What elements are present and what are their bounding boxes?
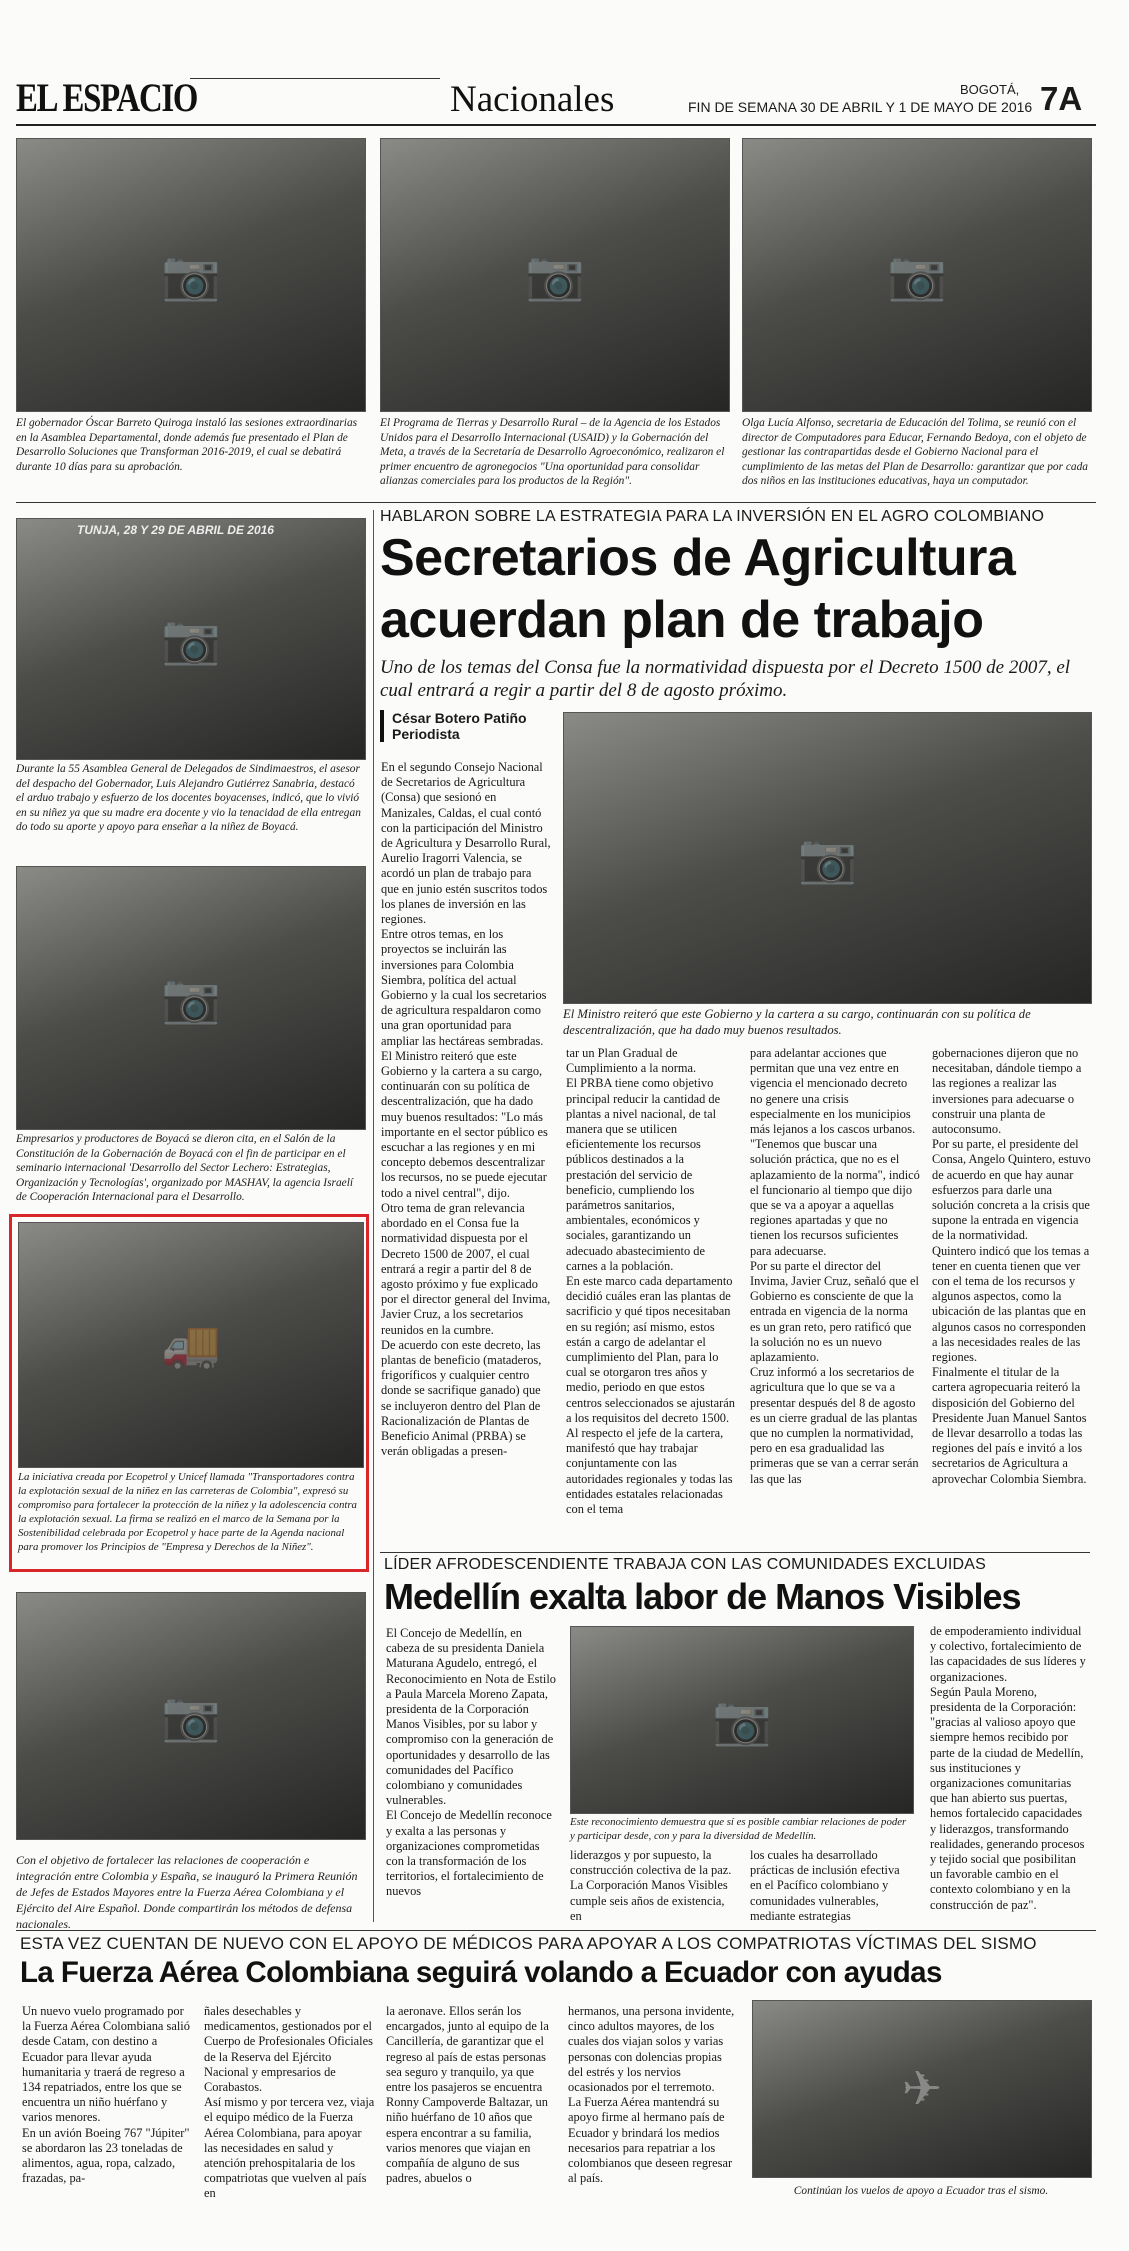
- article2-col1: [386, 1626, 556, 1900]
- article3-col1: [22, 2004, 192, 2186]
- paragraph: De acuerdo con este decreto, las plantas de beneficio (mataderos, frigoríficos y cualquier centro donde se sacrifique ganado) que se incluyeron dentro del Plan de Racionalización de Plantas de Beneficio Animal (PRBA) se verán obligadas a presen-: [381, 1337, 542, 1459]
- caption-cow: Empresarios y productores de Boyacá se dieron cita, en el Salón de la Constitución de la Gobernación de Boyacá con el fin de participar en el seminario internacional 'Desarrollo del Sector Lechero: Estrategias, Organización y Tecnologías', organizado por MASHAV, la agencia Israelí de Cooperación Internacional para el Desarrollo.: [16, 1133, 354, 1204]
- caption-crop-field: El Ministro reiteró que este Gobierno y la cartera a su cargo, continuarán con su política de descentralización, que ha dado muy buenos resultados.: [563, 1007, 1031, 1037]
- photo-date-banner: TUNJA, 28 Y 29 DE ABRIL DE 2016: [77, 523, 274, 537]
- paragraph: Otro tema de gran relevancia abordado en el Consa fue la normatividad dispuesta por el Decreto 1500 de 2007, el cual entrará a regir a partir del 8 de agosto próximo y fue explicado por el director general del Invima, Javier Cruz, a los secretarios reunidos en la cumbre.: [381, 1200, 551, 1337]
- caption-conference: Este reconocimiento demuestra que sí es posible cambiar relaciones de poder y participar desde, con y para la diversidad de Medellín.: [570, 1816, 907, 1842]
- paragraph: Un nuevo vuelo programado por la Fuerza Aérea Colombiana salió desde Catam, con destino a Ecuador para llevar ayuda humanitaria y traerá de regreso a 134 repatriados, entre los que se encuentra un niño huérfano y varios menores.: [22, 2004, 190, 2125]
- article2-headline: Medellín exalta labor de Manos Visibles: [384, 1576, 1021, 1617]
- paper-name: EL ESPACIO: [16, 75, 198, 120]
- article3-col4: [568, 2004, 740, 2186]
- article1-col4: [932, 1046, 1092, 1487]
- paragraph: Por su parte, el presidente del Consa, Angelo Quintero, estuvo de acuerdo en que hay aunar esfuerzos para darle una solución concreta a la crisis que supone la entrada en vigencia de la normatividad.: [932, 1137, 1091, 1243]
- paragraph: ñales desechables y medicamentos, gestionados por el Cuerpo de Profesionales Oficiales de la Reserva del Ejército Nacional y empresarios de Corabastos.: [204, 2004, 373, 2095]
- article1-headline-line1: Secretarios de Agricultura: [380, 529, 1016, 587]
- photo-assembly: [16, 518, 366, 760]
- article3-top-rule: [16, 1930, 1096, 1931]
- paragraph: Al respecto el jefe de la cartera, manifestó que hay trabajar conjuntamente con las autoridades regionales y todas las entidades estatales relacionadas con el tema: [566, 1426, 733, 1517]
- author-name: César Botero Patiño: [392, 710, 527, 726]
- caption-assembly: Durante la 55 Asamblea General de Delegados de Sindimaestros, el asesor del despacho del Gobernador, Luis Alejandro Gutiérrez Sanabria, destacó el arduo trabajo y esfuerzo de los docentes boyacenses, indicó, que lo vivió en su niñez ya que su madre era docente y vio la tenacidad de ella entregan do todo su aporte y apoyo para enseñar a la niñez de Boyacá.: [16, 763, 361, 834]
- article1-bottom-rule: [380, 1552, 1090, 1553]
- camera-icon: 📷: [525, 247, 585, 304]
- camera-icon: 📷: [161, 611, 221, 668]
- caption-farmers: El Programa de Tierras y Desarrollo Rural – de la Agencia de los Estados Unidos para el Desarrollo Internacional (USAID) y la Gobernación del Meta, a través de la Secretaría de Desarrollo Agroeconómico, realizaron el primer encuentro de agronegocios "Una oportunidad para consolidar alianzas comerciales para los productos de la Región".: [380, 417, 725, 488]
- article3-headline: La Fuerza Aérea Colombiana seguirá volando a Ecuador con ayudas: [20, 1956, 942, 1989]
- paragraph: Por su parte el director del Invima, Javier Cruz, señaló que el Gobierno es consciente de que la entrada en vigencia de la norma es un gran reto, pero ratificó que la solución no es un nuevo aplazamiento.: [750, 1258, 919, 1365]
- article1-deck: Uno de los temas del Consa fue la normatividad dispuesta por el Decreto 1500 de 2007, el cual entrará a regir a partir del 8 de agosto próximo.: [380, 657, 1071, 701]
- article1-col1: [381, 760, 551, 1459]
- photo-governor: [16, 138, 366, 412]
- paragraph: para adelantar acciones que permitan que una vez entre en vigencia el mencionado decreto no genere una crisis especialmente en los municipios más lejanos a los cascos urbanos.: [750, 1046, 916, 1137]
- paragraph: El PRBA tiene como objetivo principal reducir la cantidad de plantas a nivel nacional, de tal manera que se utilicen eficientemente los recursos públicos destinados a la prestación del servicio de beneficio, cumpliendo los parámetros sanitarios, ambientales, económicos y sociales, garantizando un adecuado abastecimiento de carnes a la población.: [566, 1076, 721, 1273]
- sidebar-divider: [373, 510, 374, 1922]
- article1-col2: [566, 1046, 736, 1517]
- paragraph: El Concejo de Medellín reconoce y exalta a las personas y organizaciones comprometidas con la transformación de los territorios, el fortalecimiento de nuevos: [386, 1808, 552, 1899]
- photo-cow: [16, 866, 366, 1130]
- article3-col2: [204, 2004, 376, 2202]
- section-name: Nacionales: [450, 79, 615, 120]
- article1-kicker: HABLARON SOBRE LA ESTRATEGIA PARA LA INVERSIÓN EN EL AGRO COLOMBIANO: [380, 508, 1045, 525]
- photo-aircraft-cargo: [752, 2000, 1092, 2178]
- camera-icon: 📷: [161, 970, 221, 1027]
- caption-aircraft-cargo: Continúan los vuelos de apoyo a Ecuador tras el sismo.: [793, 2185, 1049, 2197]
- paragraph: En este marco cada departamento decidió cuáles eran las plantas de sacrificio y qué tipos necesitaban en su región; así mismo, estos están a cargo de adelantar el cumplimiento del Plan, para lo cual se otorgaron tres años y medio, periodo en que estos centros seleccionados se ajustarán a los requisitos del decreto 1500.: [566, 1274, 735, 1425]
- caption-military: Con el objetivo de fortalecer las relaciones de cooperación e integración entre Colombia y España, se inauguró la Primera Reunión de Jefes de Estados Mayores entre la Fuerza Aérea Colombiana y el Ejército del Aire Español. Donde compartirán los métodos de defensa nacionales.: [16, 1853, 358, 1931]
- caption-students: Olga Lucía Alfonso, secretaria de Educación del Tolima, se reunió con el director de Computadores para Educar, Fernando Bedoya, con el objeto de gestionar las contrapartidas desde el Gobierno Nacional para el cumplimiento de las metas del Plan de Desarrollo: garantizar que por cada dos niños en las instituciones educativas, haya un computador.: [742, 417, 1089, 488]
- paragraph: gobernaciones dijeron que no necesitaban, dándole tiempo a las regiones a realizar las inversiones para adecuarse o construir una planta de autoconsumo.: [932, 1046, 1082, 1137]
- paragraph: Quintero indicó que los temas a tener en cuenta tienen que ver con el tema de los recursos y algunos aspectos, como la ubicación de las plantas que en algunos casos no corresponden a las necesidades reales de las regiones.: [932, 1243, 1090, 1365]
- camera-icon: 📷: [712, 1692, 772, 1749]
- caption-truck: La iniciativa creada por Ecopetrol y Unicef llamada "Transportadores contra la explotación sexual de la niñez en las carreteras de Colombia", expresó su compromiso para fortalecer la protección de la niñez y la adolescencia contra la explotación sexual. La firma se realizó en el marco de la Semana por la Sostenibilidad celebrada por Ecopetrol y hace parte de la Agenda nacional para promover los Principios de "Empresa y Derechos de la Niñez".: [18, 1471, 357, 1553]
- article2-col3: [750, 1848, 912, 1924]
- top-row-divider: [16, 502, 1096, 503]
- paragraph: la aeronave. Ellos serán los encargados, junto al equipo de la Cancillería, de garantizar que el regreso al país de estas personas sea seguro y tranquilo, ya que entre los pasajeros se encuentra Ronny Campoverde Baltazar, un niño huérfano de 10 años que espera encontrar a su familia, varios menores que viajan en compañía de alguno de sus padres, abuelos o: [386, 2004, 549, 2186]
- paragraph: La Fuerza Aérea mantendrá su apoyo firme al hermano país de Ecuador y brindará los medios necesarios para repatriar a los colombianos que deseen regresar al país.: [568, 2095, 733, 2186]
- masthead-top-rule: [190, 78, 440, 79]
- photo-farmers: [380, 138, 730, 412]
- paragraph: hermanos, una persona invidente, cinco adultos mayores, de los cuales dos viajan solos y varias personas con dolencias propias del estrés y los nervios ocasionados por el terremoto.: [568, 2004, 735, 2095]
- airplane-icon: ✈: [901, 2061, 943, 2117]
- paragraph: Cruz informó a los secretarios de agricultura que lo que se va a presentar después del 8 de agosto es un cierre gradual de las plantas que no cumplen la normatividad, pero en esa gradualidad las primeras que se van a cerrar serán las que las: [750, 1365, 919, 1486]
- issue-date: FIN DE SEMANA 30 DE ABRIL Y 1 DE MAYO DE 2016: [688, 99, 1033, 115]
- article2-kicker: LÍDER AFRODESCENDIENTE TRABAJA CON LAS COMUNIDADES EXCLUIDAS: [384, 1556, 987, 1573]
- photo-students: [742, 138, 1092, 412]
- paragraph: Finalmente el titular de la cartera agropecuaria reiteró la disposición del Gobierno del Presidente Juan Manuel Santos de llevar desarrollo a todas las regiones del país e invitó a los secretarios de Agricultura a aprovechar Colombia Siembra.: [932, 1365, 1087, 1486]
- city: BOGOTÁ,: [960, 82, 1020, 97]
- byline: [380, 710, 527, 742]
- photo-military: [16, 1592, 366, 1840]
- article2-col4: [930, 1624, 1090, 1913]
- paragraph: En el segundo Consejo Nacional de Secretarios de Agricultura (Consa) que sesionó en Manizales, Caldas, el cual contó con la participación del Ministro de Agricultura y Desarrollo Rural, Aurelio Iragorri Valencia, se acordó un plan de trabajo para que en junio estén suscritos todos los planes de inversión en las regiones.: [381, 760, 551, 927]
- article1-headline-line2: acuerdan plan de trabajo: [380, 591, 984, 649]
- camera-icon: 📷: [161, 1688, 221, 1745]
- paragraph: "Tenemos que buscar una solución práctica, que no es el aplazamiento de la norma", indicó el funcionario al tiempo que dijo que se va a apoyar a aquellas regiones apartadas y que no tienen los recursos suficientes para adecuarse.: [750, 1137, 920, 1258]
- caption-governor: El gobernador Óscar Barreto Quiroga instaló las sesiones extraordinarias en la Asamblea Departamental, donde además fue presentado el Plan de Desarrollo Soluciones que Transforman 2016-2019, el cual se debatirá durante 10 días para su aprobación.: [16, 417, 358, 473]
- truck-icon: 🚚: [161, 1317, 221, 1374]
- camera-icon: 📷: [161, 247, 221, 304]
- camera-icon: 📷: [797, 830, 858, 887]
- article3-kicker: ESTA VEZ CUENTAN DE NUEVO CON EL APOYO DE MÉDICOS PARA APOYAR A LOS COMPATRIOTAS VÍCTIMAS DEL SISMO: [20, 1934, 1037, 1953]
- paragraph: Así mismo y por tercera vez, viaja el equipo médico de la Fuerza Aérea Colombiana, para apoyar las necesidades en salud y atención prehospitalaria de los compatriotas que vuelven al país en: [204, 2095, 375, 2201]
- photo-truck: [18, 1222, 364, 1468]
- article3-col3: [386, 2004, 558, 2186]
- author-role: Periodista: [392, 726, 460, 742]
- paragraph: los cuales ha desarrollado prácticas de inclusión efectiva en el Pacífico colombiano y comunidades vulnerables, mediante estrategias: [750, 1848, 900, 1923]
- photo-conference: [570, 1626, 914, 1814]
- paragraph: En un avión Boeing 767 "Júpiter" se abordaron las 23 toneladas de alimentos, agua, ropa, calzado, frazadas, pa-: [22, 2125, 190, 2186]
- paragraph: Entre otros temas, en los proyectos se incluirán las inversiones para Colombia Siembra, política del actual Gobierno y la cual los secretarios de agricultura respaldaron como una gran oportunidad para ampliar las hectáreas sembradas.: [381, 927, 547, 1048]
- paragraph: de empoderamiento individual y colectivo, fortalecimiento de las capacidades de sus líderes y organizaciones.: [930, 1624, 1086, 1684]
- paragraph: El Ministro reiteró que este Gobierno y la cartera a su cargo, continuarán con su política de descentralización, que ha dado muy buenos resultados: "Lo más importante en el sector público es escuchar a las regiones y en mi concepto debemos descentralizar los recursos, no se puede ejecutar todo a nivel central", dijo.: [381, 1048, 548, 1200]
- page-number: 7A: [1040, 80, 1083, 117]
- paragraph: liderazgos y por supuesto, la construcción colectiva de la paz. La Corporación Manos Visibles cumple seis años de existencia, en: [570, 1848, 732, 1923]
- paragraph: El Concejo de Medellín, en cabeza de su presidenta Daniela Maturana Agudelo, entregó, el Reconocimiento en Nota de Estilo a Paula Marcela Moreno Zapata, presidenta de la Corporación Manos Visibles, por su labor y compromiso con la generación de oportunidades y desarrollo de las comunidades del Pacífico colombiano y comunidades vulnerables.: [386, 1626, 556, 1808]
- article2-col2: [570, 1848, 732, 1924]
- paragraph: Según Paula Moreno, presidenta de la Corporación: "gracias al valioso apoyo que siempre hemos recibido por parte de la ciudad de Medellín, sus instituciones y organizaciones comunitarias que han abierto sus puertas, hemos fortalecido capacidades y liderazgos, transformando realidades, generando procesos y tejido social que posibilitan un favorable cambio en el contexto colombiano y en la construcción de paz".: [930, 1684, 1085, 1912]
- photo-crop-field: [563, 712, 1092, 1004]
- paragraph: tar un Plan Gradual de Cumplimiento a la norma.: [566, 1046, 697, 1076]
- article1-col3: [750, 1046, 920, 1487]
- masthead-rule: [16, 124, 1096, 126]
- camera-icon: 📷: [887, 247, 947, 304]
